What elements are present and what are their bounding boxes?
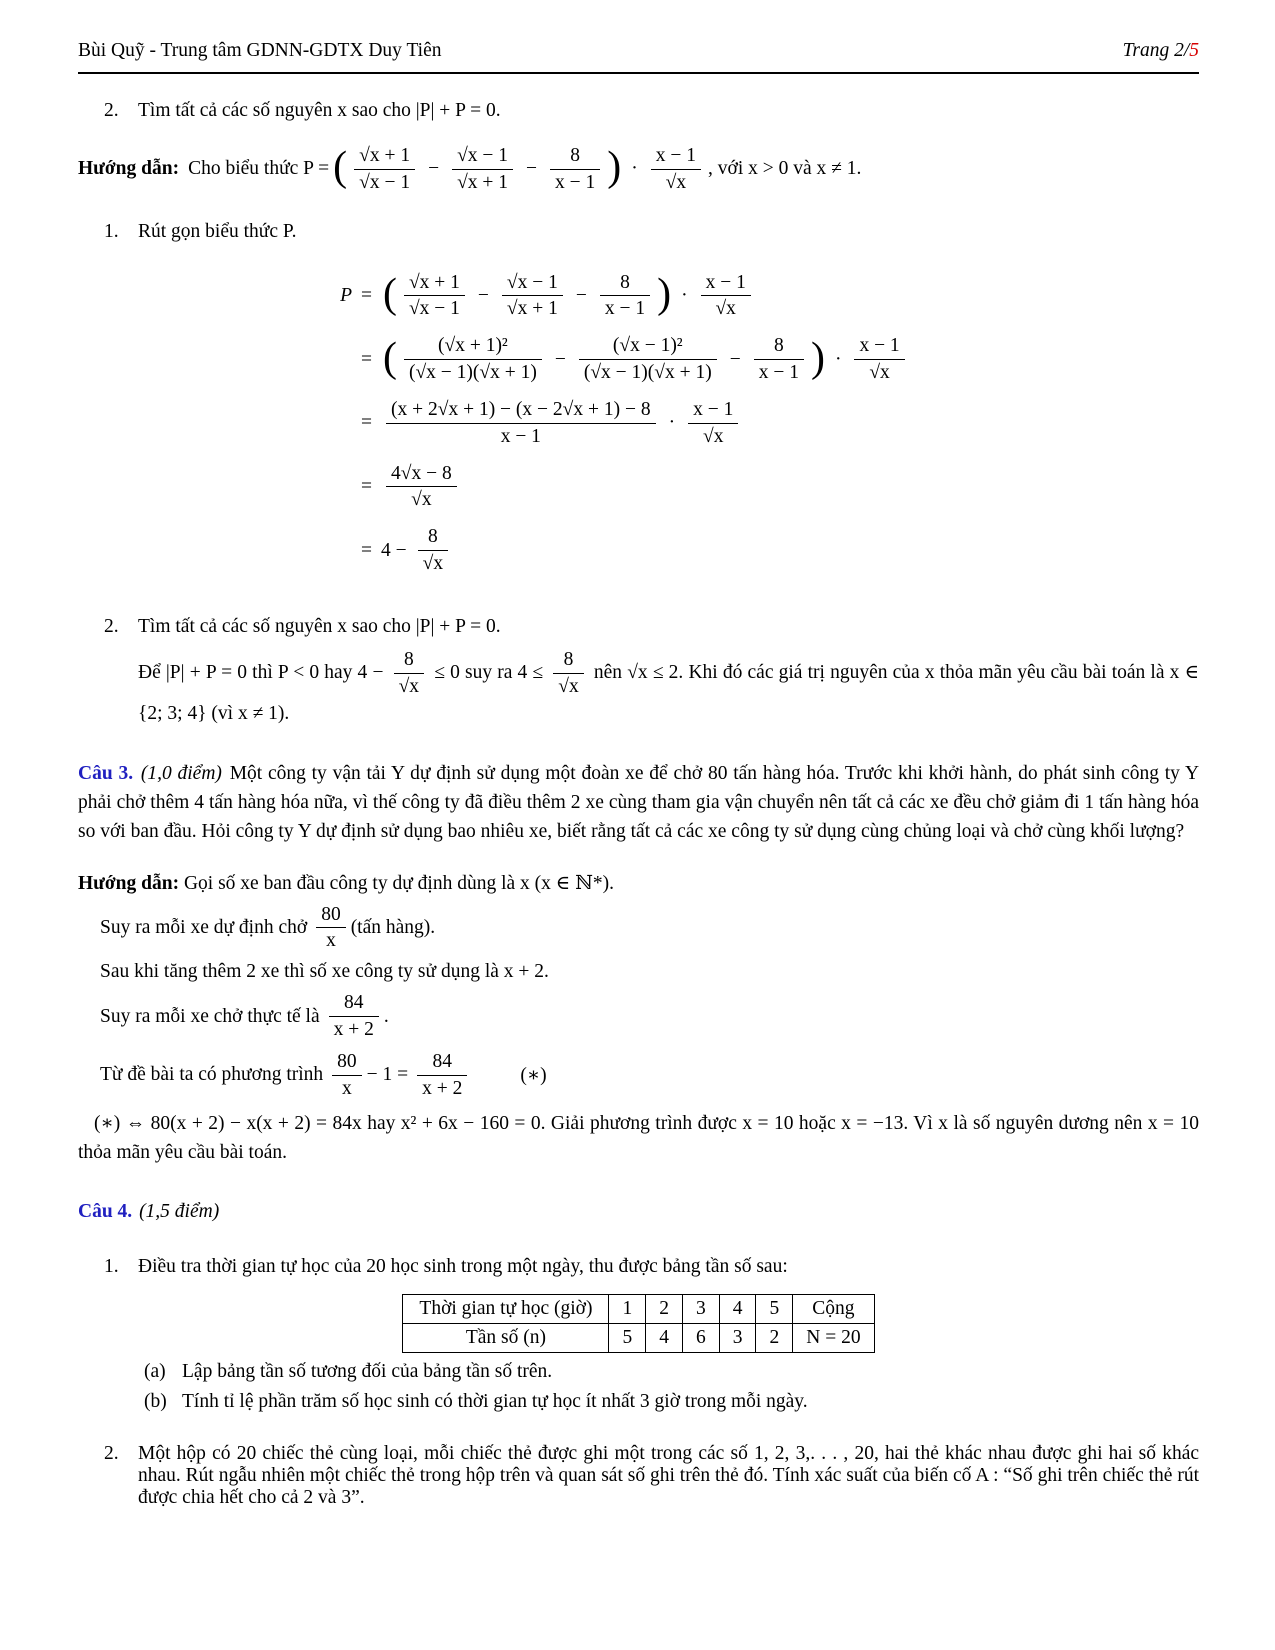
fraction xyxy=(854,334,904,385)
minus-sign: − xyxy=(526,158,538,180)
fraction-d xyxy=(651,144,701,195)
solution-text: ≤ 0 suy ra 4 ≤ xyxy=(434,661,544,683)
guide2-text: (tấn hàng). xyxy=(350,916,436,938)
numerator: 84 xyxy=(417,1050,467,1076)
guide2-head xyxy=(78,871,1199,895)
cau3-label: Câu 3. xyxy=(78,762,134,784)
page-header xyxy=(78,40,1199,74)
guide-intro: Cho biểu thức P = xyxy=(188,158,330,180)
cdot-sign: · xyxy=(834,348,842,370)
numerator: 4√x − 8 xyxy=(386,462,457,488)
solution-paragraph xyxy=(138,648,1199,729)
guide2-line-5 xyxy=(100,1050,1199,1101)
fraction xyxy=(754,334,804,385)
item-text: Một hộp có 20 chiếc thẻ cùng loại, mỗi chiếc thẻ được ghi một trong các số 1, 2, 3,. . . , 20, hai thẻ khác nhau được ghi hai số khác nhau. Rút ngẫu nhiên một chiếc thẻ trong hộp trên và quan sát số ghi trên thẻ đó. Tính xác suất của biến cố A : “Số ghi trên chiếc thẻ rút được chia hết cho cả 2 và 3”. xyxy=(138,1443,1199,1509)
derivation-block xyxy=(330,271,1199,576)
four-minus-text: 4 − xyxy=(381,539,407,561)
derivation-line-4 xyxy=(330,462,1199,513)
table-cell: 3 xyxy=(682,1295,719,1324)
fraction xyxy=(404,334,542,385)
numerator: x − 1 xyxy=(854,334,904,360)
item-text: Điều tra thời gian tự học của 20 học sinh trong một ngày, thu được bảng tần số sau: xyxy=(138,1256,788,1278)
cdot-sign: · xyxy=(681,284,688,306)
item-1-simplify xyxy=(104,221,1199,243)
numerator: √x + 1 xyxy=(354,144,415,170)
numerator: 84 xyxy=(329,991,379,1017)
denominator: √x − 1 xyxy=(408,298,460,320)
fraction xyxy=(579,334,717,385)
table-cell: 3 xyxy=(719,1324,756,1353)
denominator: (√x − 1)(√x + 1) xyxy=(408,362,537,384)
solution-text: Để |P| + P = 0 thì P < 0 hay 4 − xyxy=(138,661,384,683)
table-row xyxy=(403,1324,874,1353)
derivation-line-1: P = ( $\frac{√x + 1}{√x - 1}$ − $\frac{√x - 1}{√x + 1}$ − $\frac{8}{x - 1}$ ) · $\frac{x - 1}{√x}$ xyxy=(330,271,1199,322)
guide2-p1: Gọi số xe ban đầu công ty dự định dùng là x (x ∈ ℕ*). xyxy=(183,872,615,894)
fraction xyxy=(418,525,448,576)
denominator: x xyxy=(326,930,336,952)
cau4-item-1 xyxy=(104,1256,1199,1278)
fraction xyxy=(332,1050,362,1101)
guide2-text: − 1 = xyxy=(366,1064,409,1086)
item-marker: 2. xyxy=(104,615,119,637)
numerator: x − 1 xyxy=(688,398,738,424)
table-cell: Tần số (n) xyxy=(403,1324,609,1353)
numerator: √x − 1 xyxy=(452,144,513,170)
fraction xyxy=(600,271,650,322)
numerator: (√x − 1)² xyxy=(579,334,717,360)
denominator: √x xyxy=(665,171,687,193)
guide2-text: Từ đề bài ta có phương trình xyxy=(100,1064,324,1086)
page-number: 5 xyxy=(1189,40,1199,61)
table-cell: 6 xyxy=(682,1324,719,1353)
table-cell: 2 xyxy=(756,1324,793,1353)
denominator: x − 1 xyxy=(555,171,596,193)
numerator: 8 xyxy=(754,334,804,360)
denominator: x − 1 xyxy=(500,425,541,447)
table-cell: 1 xyxy=(609,1295,646,1324)
guide2-text: Sau khi tăng thêm 2 xe thì số xe công ty sử dụng là x + 2. xyxy=(100,961,549,983)
fraction xyxy=(386,462,457,513)
fraction xyxy=(386,398,656,449)
table-row xyxy=(403,1295,874,1324)
fraction xyxy=(553,648,583,699)
denominator: x − 1 xyxy=(604,298,646,320)
numerator: 8 xyxy=(394,648,424,674)
fraction xyxy=(394,648,424,699)
cau3-text: Một công ty vận tải Y dự định sử dụng một đoàn xe để chở 80 tấn hàng hóa. Trước khi khởi hành, do phát sinh công ty Y phải chở thêm 4 tấn hàng hóa nữa, vì thế công ty đã điều thêm 2 xe cùng tham gia vận chuyển nên tất cả các xe đều chở giảm đi 1 tấn hàng hóa so với ban đầu. Hỏi công ty Y dự định sử dụng bao nhiêu xe, biết rằng tất cả các xe công ty sử dụng cùng chủng loại và chở cùng khối lượng? xyxy=(78,762,1200,843)
fraction xyxy=(417,1050,467,1101)
denominator: √x xyxy=(703,425,724,447)
table-cell: Thời gian tự học (giờ) xyxy=(403,1295,609,1324)
numerator: 8 xyxy=(553,648,583,674)
table-cell: 2 xyxy=(646,1295,683,1324)
cau4-sub-a xyxy=(144,1361,1199,1383)
derivation-line-3 xyxy=(330,398,1199,449)
numerator: 80 xyxy=(332,1050,362,1076)
guide-label: Hướng dẫn: xyxy=(78,872,180,894)
denominator: x xyxy=(342,1077,352,1099)
denominator: x − 1 xyxy=(758,362,799,384)
denominator: √x xyxy=(715,298,736,320)
guide-outro: , với x > 0 và x ≠ 1. xyxy=(708,158,862,180)
cau4-item-2 xyxy=(104,1443,1199,1509)
fraction xyxy=(701,271,751,322)
cau4-sub-b xyxy=(144,1391,1199,1413)
cau4-points: (1,5 điểm) xyxy=(139,1201,220,1223)
lhs-P: P xyxy=(340,284,352,306)
denominator: x + 2 xyxy=(333,1019,374,1041)
solution-text: nên √x ≤ 2. Khi đó các giá trị nguyên của x thỏa mãn yêu cầu bài toán là x ∈ {2; 3; 4} (vì x ≠ 1). xyxy=(138,661,1200,724)
denominator: √x xyxy=(422,553,444,575)
minus-sign: − xyxy=(428,158,440,180)
denominator: √x − 1 xyxy=(359,171,411,193)
table-cell: N = 20 xyxy=(793,1324,874,1353)
numerator: 80 xyxy=(316,903,346,929)
denominator: √x xyxy=(411,489,432,511)
fraction-c xyxy=(550,144,600,195)
item-2-statement xyxy=(104,100,1199,122)
header-page-indicator xyxy=(1123,40,1199,62)
item-text: Tìm tất cả các số nguyên x sao cho |P| + P = 0. xyxy=(138,100,501,121)
numerator: √x − 1 xyxy=(502,271,563,297)
table-cell: 5 xyxy=(756,1295,793,1324)
guide-definition-P: Hướng dẫn: Cho biểu thức P = ( $\frac{√x + 1}{√x - 1}$ − $\frac{√x - 1}{√x + 1}$ − $\frac{8}{x - 1}$ ) · $\frac{x - 1}{√x}$ , với x > 0 và x ≠ 1. xyxy=(78,144,862,193)
table-cell: 5 xyxy=(609,1324,646,1353)
item-marker: (b) xyxy=(144,1391,167,1413)
denominator: (√x − 1)(√x + 1) xyxy=(583,362,712,384)
cau4-label: Câu 4. xyxy=(78,1201,133,1223)
table-cell: Cộng xyxy=(793,1295,874,1324)
equals-sign: = xyxy=(361,348,372,370)
guide2-line-2 xyxy=(100,903,1199,954)
numerator: (√x + 1)² xyxy=(404,334,542,360)
denominator: √x xyxy=(869,362,890,384)
cau3-statement xyxy=(78,759,1199,847)
fraction xyxy=(316,903,346,954)
denominator: √x xyxy=(558,675,579,697)
fraction xyxy=(329,991,379,1042)
equals-sign: = xyxy=(361,284,372,306)
equals-sign: = xyxy=(361,539,372,561)
numerator: 8 xyxy=(550,144,600,170)
header-author: Bùi Quỹ - Trung tâm GDNN-GDTX Duy Tiên xyxy=(78,40,442,61)
denominator: √x + 1 xyxy=(506,298,558,320)
guide2-line-4 xyxy=(100,991,1199,1042)
guide2-text: . xyxy=(383,1005,389,1027)
cdot-sign: · xyxy=(668,412,676,434)
equals-sign: = xyxy=(361,412,372,434)
item-text: Tìm tất cả các số nguyên x sao cho |P| + P = 0. xyxy=(138,615,501,637)
minus-sign: − xyxy=(575,284,587,306)
cdot-sign: · xyxy=(631,158,638,180)
item-text: Lập bảng tần số tương đối của bảng tần số trên. xyxy=(182,1361,553,1383)
cau4-heading xyxy=(78,1197,1199,1226)
guide2-text: Suy ra mỗi xe chở thực tế là xyxy=(100,1005,320,1027)
page-prefix: Trang 2/ xyxy=(1122,40,1190,61)
numerator: √x + 1 xyxy=(404,271,465,297)
item-text: Tính tỉ lệ phần trăm số học sinh có thời gian tự học ít nhất 3 giờ trong mỗi ngày. xyxy=(182,1391,808,1413)
numerator: x − 1 xyxy=(651,144,701,170)
denominator: x + 2 xyxy=(422,1077,463,1099)
fraction-a xyxy=(354,144,415,195)
guide2-text: Suy ra mỗi xe dự định chở xyxy=(100,916,308,938)
fraction xyxy=(502,271,563,322)
numerator: x − 1 xyxy=(701,271,751,297)
item-marker: (a) xyxy=(144,1361,166,1383)
numerator: (x + 2√x + 1) − (x − 2√x + 1) − 8 xyxy=(386,398,656,424)
item-2-solution xyxy=(104,616,1199,638)
cau3-points: (1,0 điểm) xyxy=(140,762,222,784)
denominator: √x + 1 xyxy=(457,171,509,193)
guide-label: Hướng dẫn: xyxy=(78,158,180,180)
fraction-b xyxy=(452,144,513,195)
minus-sign: − xyxy=(729,348,741,370)
numerator: 8 xyxy=(600,271,650,297)
fraction xyxy=(404,271,465,322)
derivation-line-5 xyxy=(330,525,1199,576)
item-text: Rút gọn biểu thức P. xyxy=(138,220,297,242)
star-reference: (∗) xyxy=(520,1065,547,1087)
table-cell: 4 xyxy=(719,1295,756,1324)
item-marker: 2. xyxy=(104,1443,119,1465)
equals-sign: = xyxy=(361,475,372,497)
fraction xyxy=(688,398,738,449)
frequency-table xyxy=(402,1294,874,1353)
minus-sign: − xyxy=(554,348,566,370)
numerator: 8 xyxy=(418,525,448,551)
denominator: √x xyxy=(398,675,420,697)
derivation-line-2: = ( $\frac{\text{(√x + 1)²}}{(√x - 1)(√x + 1)}$ − $\frac{\text{(√x − 1)²}}{(√x - 1)(√x + 1)}$ − $\frac{8}{x - 1}$ ) · $\frac{x - 1}{√x}$ xyxy=(330,334,1199,385)
table-cell: 4 xyxy=(646,1324,683,1353)
item-marker: 2. xyxy=(104,100,119,121)
guide2-conclusion: (∗) ⇔ 80(x + 2) − x(x + 2) = 84x hay x² + 6x − 160 = 0. Giải phương trình được x = 10 hoặc x = −13. Vì x là số nguyên dương nên x = 10 thỏa mãn yêu cầu bài toán. xyxy=(78,1112,1199,1163)
guide2-line-3 xyxy=(100,961,1199,983)
minus-sign: − xyxy=(477,284,489,306)
item-marker: 1. xyxy=(104,220,119,242)
item-marker: 1. xyxy=(104,1256,119,1278)
